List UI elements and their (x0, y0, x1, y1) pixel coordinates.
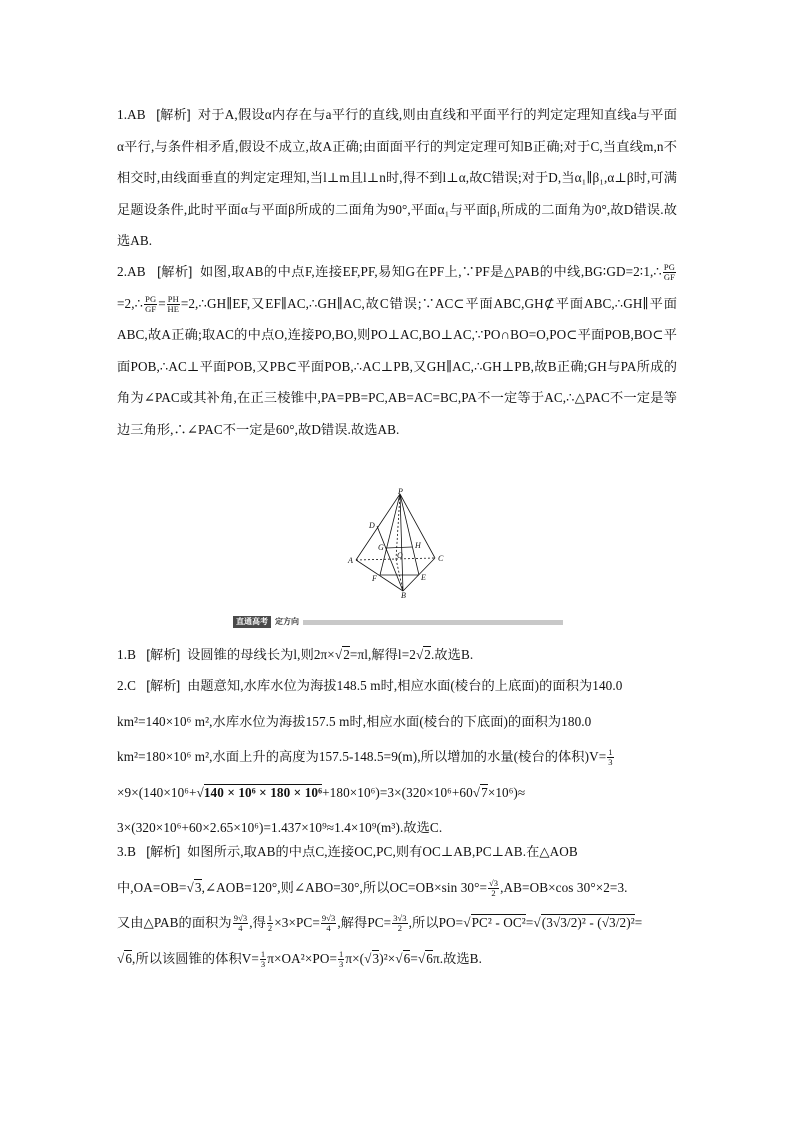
answer-text-part: 如图所示,取AB的中点C,连接OC,PC,则有OC⊥AB,PC⊥AB.在△AOB (187, 844, 578, 859)
analysis-tag: [解析] (146, 844, 181, 859)
analysis-tag: [解析] (146, 678, 181, 693)
answer-text-part: 如图,取AB的中点F,连接EF,PF,易知G在PF上,∵PF是△PAB的中线,BG∶GD=2∶1,∴ (200, 264, 662, 279)
label-P: P (398, 487, 403, 496)
label-B: B (401, 591, 406, 599)
label-D: D (369, 521, 375, 530)
answer-text-part: 由题意知,水库水位为海拔148.5 m时,相应水面(棱台的上底面)的面积为140.0 (187, 678, 623, 693)
answer-text-part: +180×10⁶)=3×(320×10⁶+60 (322, 784, 473, 800)
answer-2-2: 2.C [解析] 由题意知,水库水位为海拔148.5 m时,相应水面(棱台的上底面)的面积为140.0 km²=140×10⁶ m²,水库水位为海拔157.5 m时,相应水面(棱台的下底面)的面积为180.0 km²=180×10⁶ m²,水面上升的高度为157.5-148.5=9(m),所以增加的水量(棱台的体积)V= $\frac{1}{3}$ ×9×(140×10⁶+√140 × 10⁶ × 180 × 10⁶+180×10⁶)=3×(320×10⁶+60√7×10⁶)≈ 3×(320×10⁶+60×2.65×10⁶)=1.437×10⁹≈1.4×10⁹(m³).故选C. (117, 678, 623, 835)
fraction: $\frac{9√3}{4}$ (233, 913, 248, 934)
answer-text-part: ,解得PC= (337, 915, 392, 930)
answer-text-part: = (634, 915, 643, 930)
answer-text-part: =2,∴GH∥EF,又EF∥AC,∴GH∥AC,故C错误;∵AC⊂平面ABC,GH⊄平面ABC,∴GH∥平面ABC,故A正确;取AC的中点O,连接PO,BO,则PO⊥AC,BO⊥AC,∵PO∩BO=O,PO⊂平面POB,BO⊂平面POB,∴AC⊥平面POB,又PB⊂平面POB,∴AC⊥PB,又GH∥AC,∴GH⊥PB,故B正确;GH与PA所成的角为∠PAC或其补角,在正三棱锥中,PA=PB=PC,AB=AC=BC,PA不一定等于AC,∴△PAC不一定是等边三角形,∴∠PAC不一定是60°,故D错误.故选AB. (117, 295, 677, 437)
label-A: A (348, 556, 353, 565)
answer-number: 2.AB (117, 264, 146, 279)
sqrt-radicand: PC² - OC² (471, 915, 526, 930)
label-H: H (415, 541, 421, 550)
answer-text-part: π×( (345, 950, 365, 966)
answer-text-part: ×10⁶)≈ (487, 784, 526, 800)
answer-text-part: )²× (379, 950, 396, 966)
analysis-tag: [解析] (146, 647, 181, 662)
sqrt-radicand: 2 (343, 647, 350, 662)
sqrt-radicand: 2 (424, 647, 431, 662)
pyramid-figure (340, 487, 450, 599)
banner-tag: 直通高考 (233, 616, 271, 628)
fraction: $\frac{1}{2}$ (267, 913, 273, 934)
answer-number: 1.B (117, 647, 136, 662)
answer-text-part: =2,∴ (117, 295, 144, 311)
answer-number: 2.C (117, 678, 136, 693)
answer-text-part: = (525, 915, 534, 930)
fraction: $\frac{1}{3}$ (608, 747, 613, 768)
answer-text: 对于A,假设α内存在与a平行的直线,则由直线和平面平行的判定定理知直线a与平面α平行,与条件相矛盾,假设不成立,故A正确;由面面平行的判定定理可知B正确;对于C,当直线m,n不相交时,由线面垂直的判定定理知,当l⊥m且l⊥n时,得不到l⊥α,故C错误;对于D,当α₁∥β₁,α⊥β时,可满足题设条件,此时平面α与平面β所成的二面角为90°,平面α₁与平面β₁所成的二面角为0°,故D错误.故选AB. (117, 107, 678, 248)
label-G: G (378, 543, 384, 552)
sqrt-radicand: 3 (372, 950, 380, 966)
sqrt-radicand: (3√3/2)² - (√3/2)² (541, 915, 635, 930)
answer-1-1 (117, 99, 677, 257)
banner-bar (303, 620, 563, 625)
answer-text-part: ,所以该圆锥的体积V= (132, 950, 259, 966)
answer-text-part: 中,OA=OB= (117, 879, 187, 895)
answer-text-part: ×3×PC= (274, 915, 320, 930)
answer-text-part: = (158, 295, 166, 311)
analysis-tag: [解析] (157, 264, 193, 279)
sqrt-radicand: 140 × 10⁶ × 180 × 10⁶ (203, 784, 323, 800)
answer-text-part: ,所以PO= (408, 915, 464, 930)
answer-number: 3.B (117, 844, 136, 859)
answer-text-part: ,得 (249, 915, 266, 930)
answer-text-part: 又由△PAB的面积为 (117, 915, 232, 930)
sqrt-radicand: 6 (125, 950, 133, 966)
answer-text-part: 设圆锥的母线长为l,则2π× (187, 647, 335, 662)
answer-text-part: 3×(320×10⁶+60×2.65×10⁶)=1.437×10⁹≈1.4×10⁹(m³).故选C. (117, 820, 443, 835)
answer-text-part: π×OA²×PO= (267, 950, 337, 966)
fraction: $\frac{1}{3}$ (260, 948, 266, 969)
label-O: O (397, 551, 403, 560)
sqrt-radicand: 6 (426, 950, 433, 966)
answer-text-part: ,AB=OB×cos 30°×2=3. (500, 879, 628, 895)
fraction: $\frac{9√3}{4}$ (321, 913, 336, 934)
answer-text-part: km²=140×10⁶ m²,水库水位为海拔157.5 m时,相应水面(棱台的下底面)的面积为180.0 (117, 713, 592, 729)
answer-text-part: =πl,解得l=2 (349, 647, 416, 662)
answer-1-2 (117, 256, 677, 445)
answer-text-part: = (410, 950, 418, 966)
fraction: $\frac{PG}{GF}$ (663, 262, 675, 283)
answer-text-part: π.故选B. (432, 950, 482, 966)
section-banner (233, 616, 563, 628)
label-C: C (438, 554, 444, 563)
sqrt-radicand: 3 (194, 879, 202, 895)
sqrt-radicand: 6 (403, 950, 411, 966)
label-F: F (372, 574, 377, 583)
answer-2-1: 1.B [解析] 设圆锥的母线长为l,则2π×√2=πl,解得l=2√2.故选B. (117, 647, 474, 662)
fraction: $\frac{PH}{HE}$ (167, 293, 180, 314)
fraction: $\frac{PG}{GF}$ (145, 293, 157, 314)
answer-text-part: ×9×(140×10⁶+ (117, 784, 197, 800)
analysis-tag: [解析] (156, 107, 191, 122)
sqrt-radicand: 7 (481, 784, 488, 800)
fraction: $\frac{√3}{2}$ (489, 877, 499, 898)
label-E: E (421, 573, 426, 582)
banner-label: 定方向 (275, 617, 299, 626)
answer-number: 1.AB (117, 107, 146, 122)
answer-text-part: ,∠AOB=120°,则∠ABO=30°,所以OC=OB×sin 30°= (201, 879, 488, 895)
fraction: $\frac{3√3}{2}$ (393, 913, 407, 934)
answer-2-3: 3.B [解析] 如图所示,取AB的中点C,连接OC,PC,则有OC⊥AB,PC⊥AB.在△AOB 中,OA=OB=√3,∠AOB=120°,则∠ABO=30°,所以OC=OB×sin 30°= $\frac{√3}{2}$ ,AB=OB×cos 30°×2=3. 又由△PAB的面积为 $\frac{9√3}{4}$ ,得 $\frac{1}{2}$ ×3×PC= $\frac{9√3}{4}$ ,解得PC= $\frac{3√3}{2}$ ,所以PO=√PC² - OC²=√(3√3/2)² - (√3/2)²= √6,所以该圆锥的体积V= $\frac{1}{3}$ π×OA²×PO= $\frac{1}{3}$ π×(√3)²×√6=√6π.故选B. (117, 844, 643, 969)
fraction: $\frac{1}{3}$ (339, 948, 344, 969)
answer-text-part: km²=180×10⁶ m²,水面上升的高度为157.5-148.5=9(m),所以增加的水量(棱台的体积)V= (117, 749, 607, 764)
answer-text-part: .故选B. (430, 647, 474, 662)
